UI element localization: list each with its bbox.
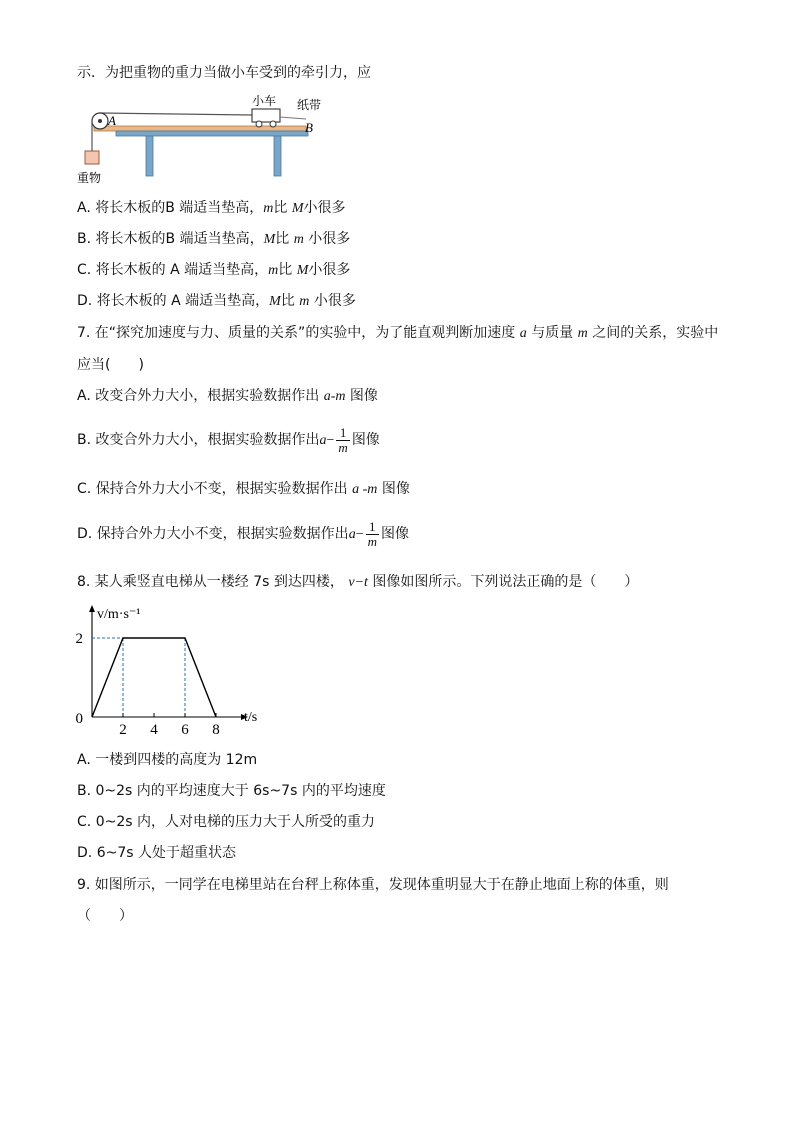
velocity-time-chart [70,600,270,740]
label-A: A [108,113,116,128]
x-tick-label: 6 [181,722,189,738]
q6-option-a: A. 将长木板的B 端适当垫高，m比 M小很多 [77,200,346,216]
q6-option-d: D. 将长木板的 A 端适当垫高，M比 m 小很多 [77,293,356,309]
q6-option-b: B. 将长木板的B 端适当垫高，M比 m 小很多 [77,231,351,247]
q9-stem: 9. 如图所示，一同学在电梯里站在台秤上称体重，发现体重明显大于在静止地面上称的体重，则 [77,877,669,893]
fraction-one-over-m: $\frac{1}{m}$ [338,424,348,455]
fraction-one-over-m: $\frac{1}{m}$ [367,518,377,549]
q7-stem-line2: 应当( ) [77,357,144,373]
table-top [116,131,308,136]
label-weight: 重物 [77,171,102,185]
q8-stem: 8. 某人乘竖直电梯从一楼经 7s 到达四楼， v−t 图像如图所示。下列说法正确的是（ ） [77,574,639,590]
q7-option-c: C. 保持合外力大小不变，根据实验数据作出 a -m 图像 [77,481,410,497]
y-axis-arrow [89,605,95,612]
q8-option-a: A. 一楼到四楼的高度为 12m [77,752,258,768]
y-tick-label: 2 [75,631,83,647]
x-tick-label: 4 [150,722,158,738]
q8-option-b: B. 0~2s 内的平均速度大于 6s~7s 内的平均速度 [77,783,386,799]
x-tick-label: 8 [212,722,220,738]
q9-answer-paren: （ ） [77,908,133,924]
x-tick-label: 2 [119,722,127,738]
weight-block [85,151,99,164]
label-B: B [305,120,313,135]
q7-option-a: A. 改变合外力大小，根据实验数据作出 a-m 图像 [77,388,378,404]
y-axis-label: v/m·s⁻¹ [97,607,141,622]
table-leg [146,136,153,176]
label-tape: 纸带 [297,98,322,112]
q6-option-c: C. 将长木板的 A 端适当垫高，m比 M小很多 [77,262,351,278]
question-6-stem-tail: 示．为把重物的重力当做小车受到的牵引力，应 [77,65,371,81]
table-leg [274,136,281,176]
series-velocity [92,638,216,717]
x-axis-label: t/s [244,710,258,725]
q8-option-d: D. 6~7s 人处于超重状态 [77,845,236,861]
label-cart: 小车 [252,94,277,108]
q8-option-c: C. 0~2s 内，人对电梯的压力大于人所受的重力 [77,814,375,830]
origin-label: 0 [75,711,83,727]
q7-option-d: D. 保持合外力大小不变，根据实验数据作出a− $\frac{1}{m}$ 图像 [77,518,409,549]
q7-option-b: B. 改变合外力大小，根据实验数据作出a− $\frac{1}{m}$ 图像 [77,424,380,455]
cart-board-figure [76,93,346,188]
cart [252,109,280,122]
q7-stem-line1: 7. 在“探究加速度与力、质量的关系”的实验中，为了能直观判断加速度 a 与质量 m 之间的关系，实验中 [77,325,719,341]
